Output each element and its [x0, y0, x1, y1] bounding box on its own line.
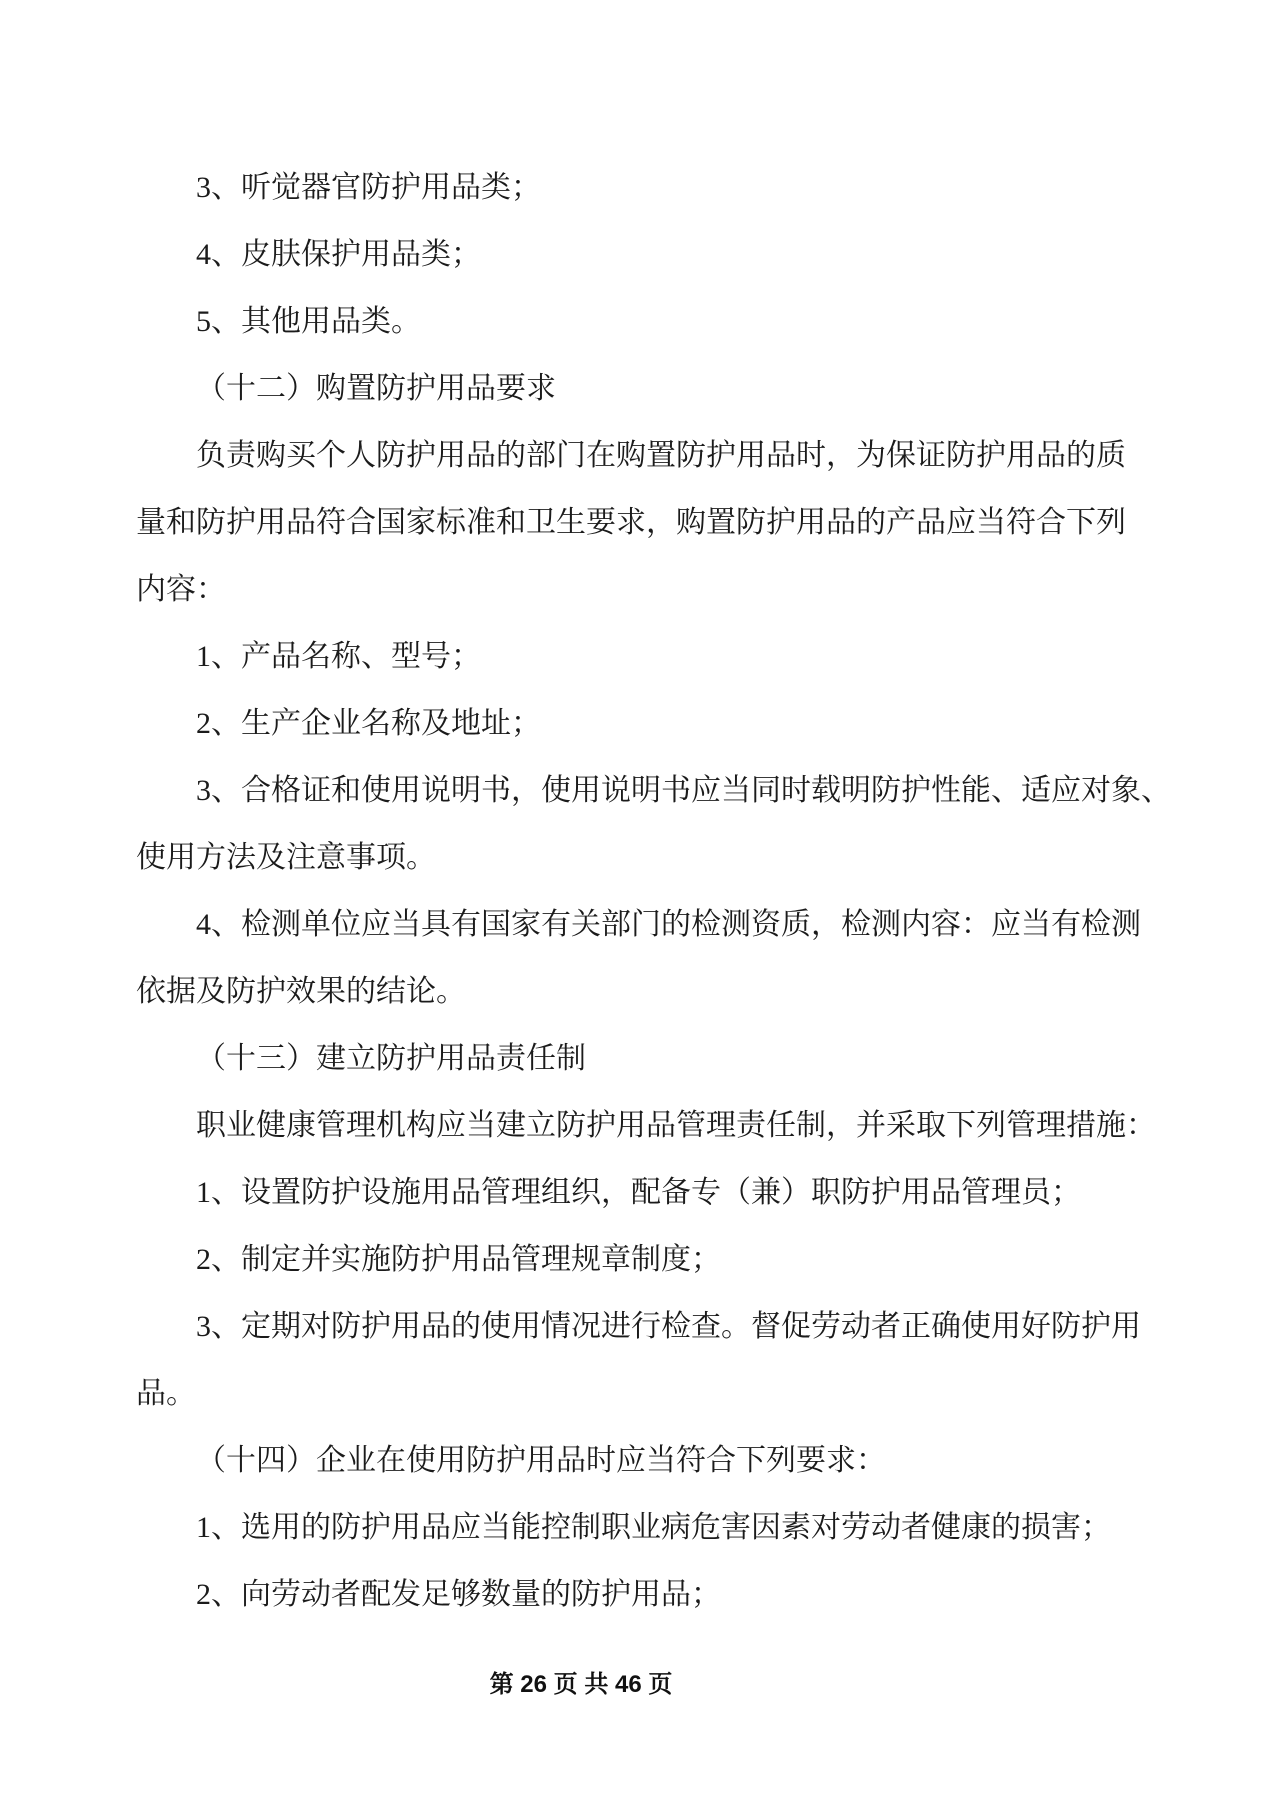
section-heading: （十三）建立防护用品责任制: [196, 1042, 586, 1075]
list-item-line: 4、皮肤保护用品类；: [196, 238, 481, 271]
section-heading: （十四）企业在使用防护用品时应当符合下列要求：: [196, 1444, 886, 1477]
list-item-line: 3、合格证和使用说明书，使用说明书应当同时载明防护性能、适应对象、: [196, 774, 1171, 807]
list-item-line: 2、向劳动者配发足够数量的防护用品；: [196, 1578, 721, 1611]
list-item-line: 4、检测单位应当具有国家有关部门的检测资质，检测内容：应当有检测: [196, 908, 1141, 941]
paragraph-line: 量和防护用品符合国家标准和卫生要求，购置防护用品的产品应当符合下列: [136, 506, 1126, 539]
list-item-line: 1、选用的防护用品应当能控制职业病危害因素对劳动者健康的损害；: [196, 1511, 1111, 1544]
list-item-line: 3、定期对防护用品的使用情况进行检查。督促劳动者正确使用好防护用: [196, 1310, 1141, 1343]
paragraph-line: 内容：: [136, 573, 226, 606]
list-item-line: 1、产品名称、型号；: [196, 640, 481, 673]
paragraph-line: 负责购买个人防护用品的部门在购置防护用品时，为保证防护用品的质: [196, 439, 1126, 472]
list-item-line: 2、生产企业名称及地址；: [196, 707, 541, 740]
paragraph-line: 依据及防护效果的结论。: [136, 975, 466, 1008]
list-item-line: 1、设置防护设施用品管理组织，配备专（兼）职防护用品管理员；: [196, 1176, 1081, 1209]
section-heading: （十二）购置防护用品要求: [196, 372, 556, 405]
list-item-line: 3、听觉器官防护用品类；: [196, 171, 541, 204]
document-body: [136, 154, 1171, 1628]
paragraph-line: 使用方法及注意事项。: [136, 841, 436, 874]
page-footer: 第 26 页 共 46 页: [489, 1671, 673, 1698]
list-item-line: 2、制定并实施防护用品管理规章制度；: [196, 1243, 721, 1276]
list-item-line: 5、其他用品类。: [196, 305, 421, 338]
paragraph-line: 品。: [136, 1377, 196, 1410]
paragraph-line: 职业健康管理机构应当建立防护用品管理责任制，并采取下列管理措施：: [196, 1109, 1156, 1142]
